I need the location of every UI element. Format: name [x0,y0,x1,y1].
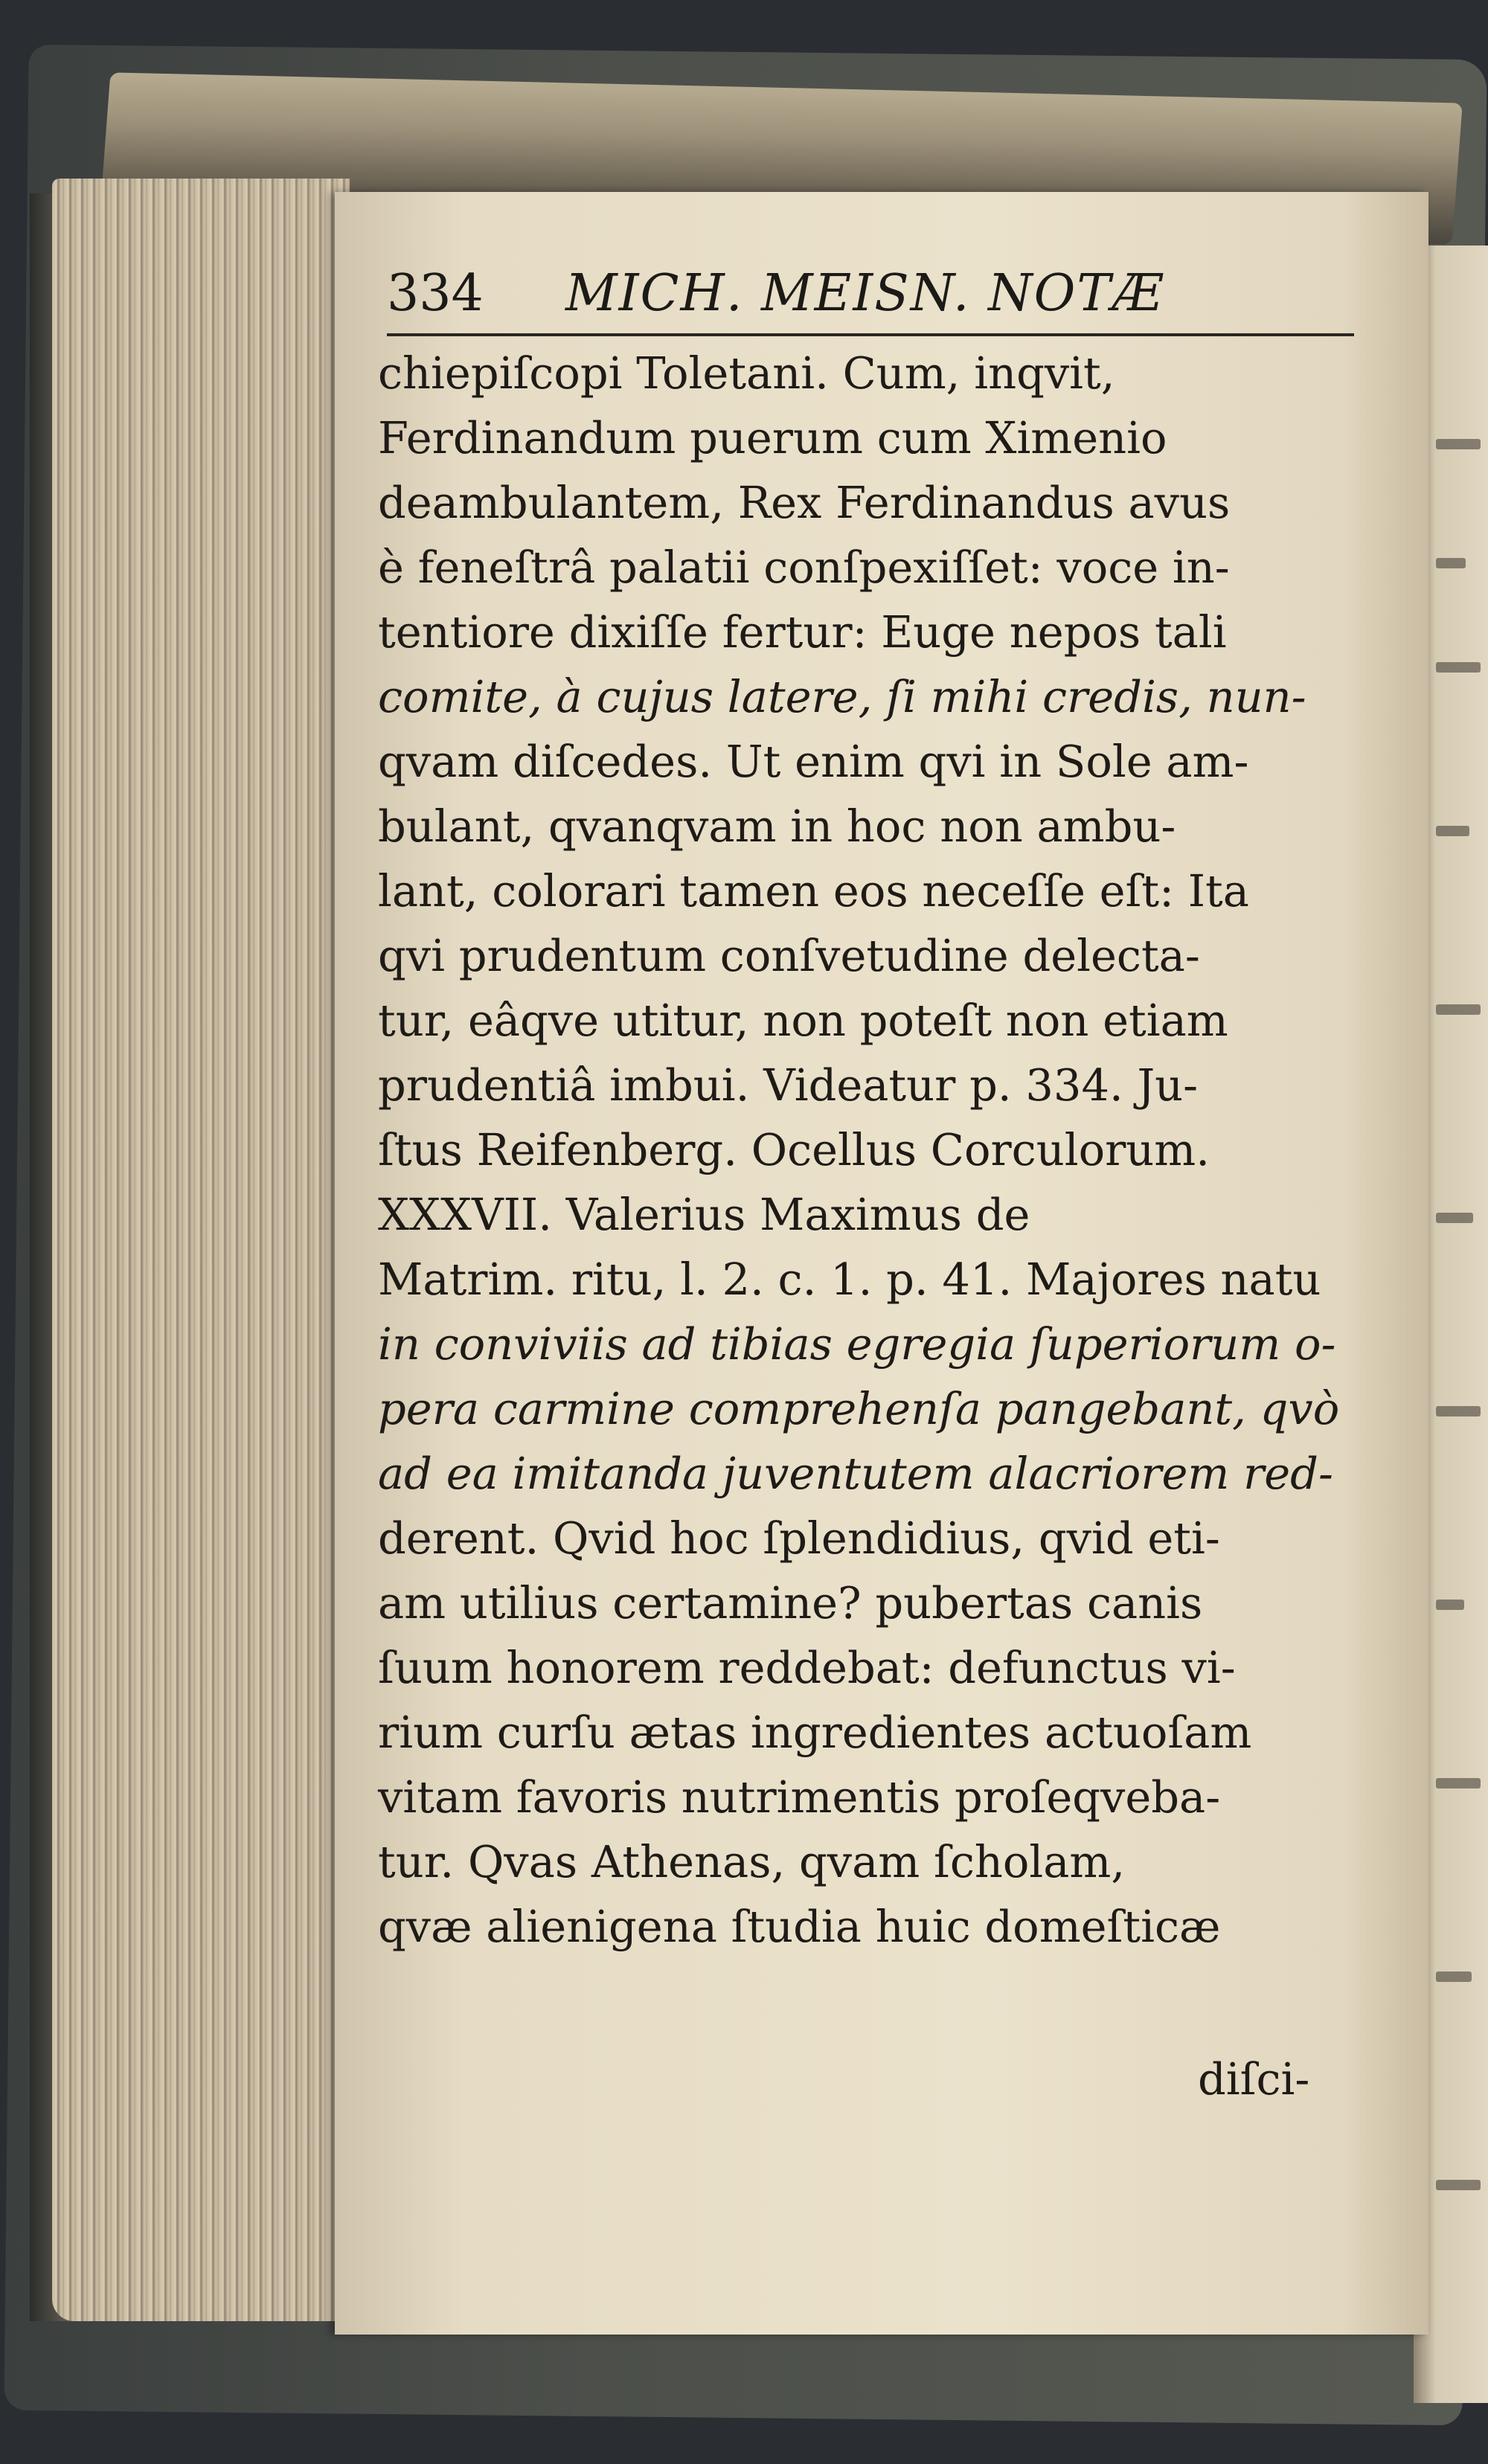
text-line: deambulantem, Rex Ferdinandus avus [378,477,1231,528]
text-line: qvæ alienigena ſtudia huic domeſticæ [378,1901,1221,1952]
text-line: qvi prudentum conſvetudine delecta- [378,930,1200,981]
text-line: am utilius certamine? pubertas canis [378,1577,1203,1629]
page-number: 334 [387,264,484,323]
text-line: ad ea imitanda juventutem alacriorem red- [378,1448,1333,1499]
text-line: comite, à cujus latere, ſi mihi credis, nun- [378,671,1306,722]
text-line: XXXVII. Valerius Maximus de [378,1189,1030,1240]
header-rule [387,333,1354,336]
catchword: diſci- [1198,2053,1310,2105]
running-header [387,264,1354,331]
text-line: rium curſu ætas ingredientes actuoſam [378,1707,1252,1758]
text-line: bulant, qvanqvam in hoc non ambu- [378,801,1176,852]
text-line: tur. Qvas Athenas, qvam ſcholam, [378,1836,1126,1887]
page-text [378,341,1360,1959]
text-line: chiepiſcopi Toletani. Cum, inqvit, [378,347,1115,399]
text-line: in conviviis ad tibias egregia ſuperiorum o- [378,1318,1336,1370]
text-line: è feneſtrâ palatii conſpexiſſet: voce in- [378,542,1230,593]
text-line: lant, colorari tamen eos neceſſe eſt: Ita [378,865,1249,917]
running-title: MICH. MEISN. NOTÆ [565,264,1164,323]
text-line: Matrim. ritu, l. 2. c. 1. p. 41. Majores natu [378,1254,1321,1305]
text-line: tentiore dixiſſe fertur: Euge nepos tali [378,606,1227,658]
text-line: qvam diſcedes. Ut enim qvi in Sole am- [378,736,1249,787]
text-line: pera carmine comprehenſa pangebant, qvò [378,1383,1340,1434]
text-line: ſtus Reifenberg. Ocellus Corculorum. [378,1124,1210,1175]
text-line: tur, eâqve utitur, non poteſt non etiam [378,995,1228,1046]
text-line: prudentiâ imbui. Videatur p. 334. Ju- [378,1059,1199,1111]
text-line: vitam favoris nutrimentis proſeqveba- [378,1771,1221,1823]
text-line: derent. Qvid hoc ſplendidius, qvid eti- [378,1512,1220,1564]
text-line: Ferdinandum puerum cum Ximenio [378,412,1167,463]
page-stack-edge [52,179,350,2321]
text-line: ſuum honorem reddebat: defunctus vi- [378,1642,1236,1693]
